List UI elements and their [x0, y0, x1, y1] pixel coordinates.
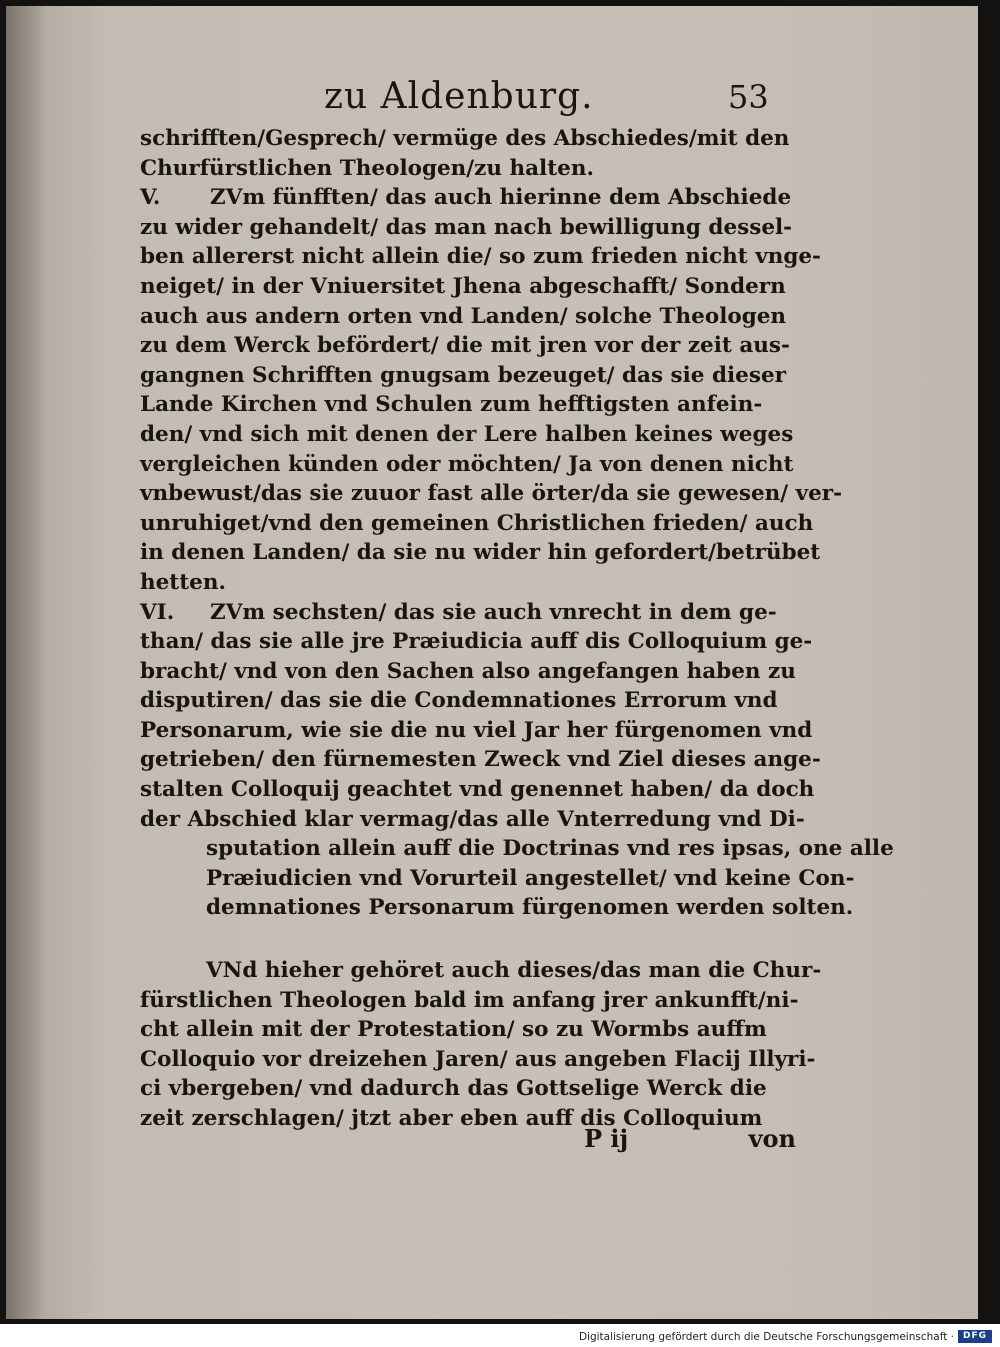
- text-line: [140, 361, 800, 391]
- line-text: stalten Colloquij geachtet vnd genennet haben/ da doch: [140, 777, 815, 803]
- section-number: V.: [140, 185, 161, 211]
- running-head: [6, 76, 978, 122]
- line-text: bracht/ vnd von den Sachen also angefangen haben zu: [140, 658, 796, 684]
- dfg-logo: DFG: [958, 1330, 992, 1343]
- catchword: von: [748, 1124, 796, 1153]
- text-line: [140, 1045, 816, 1075]
- line-text: zu dem Werck befördert/ die mit jren vor der zeit aus-: [140, 333, 790, 359]
- text-line: [140, 213, 800, 243]
- line-text: demnationes Personarum fürgenomen werden solten.: [206, 895, 854, 921]
- line-text: in denen Landen/ da sie nu wider hin gefordert/betrübet: [140, 540, 821, 566]
- text-line: [140, 686, 800, 716]
- text-line: [140, 598, 800, 628]
- line-text: gangnen Schrifften gnugsam bezeuget/ das sie dieser: [140, 362, 786, 388]
- paragraph-gap: [140, 923, 800, 956]
- funding-credit: Digitalisierung gefördert durch die Deutsche Forschungsgemeinschaft ·: [578, 1331, 954, 1343]
- line-text: VNd hieher gehöret auch dieses/das man die Chur-: [206, 958, 822, 984]
- text-line: [140, 893, 854, 923]
- text-line: [140, 538, 821, 568]
- text-line: [140, 124, 800, 154]
- text-line: [140, 805, 805, 835]
- text-line: [140, 272, 800, 302]
- text-line: [140, 1015, 800, 1045]
- line-text: hetten.: [140, 569, 226, 595]
- line-text: Personarum, wie sie die nu viel Jar her fürgenomen vnd: [140, 717, 813, 743]
- text-line: [140, 183, 800, 213]
- text-line: [140, 716, 813, 746]
- text-line: [140, 154, 800, 184]
- line-text: zeit zerschlagen/ jtzt aber eben auff dis Colloquium: [140, 1106, 763, 1131]
- line-text: vergleichen künden oder möchten/ Ja von denen nicht: [140, 451, 794, 477]
- line-text: unruhiget/vnd den gemeinen Christlichen frieden/ auch: [140, 510, 814, 536]
- line-text: der Abschied klar vermag/das alle Vnterredung vnd Di-: [140, 806, 805, 832]
- line-text: ben allererst nicht allein die/ so zum frieden nicht vnge-: [140, 244, 821, 270]
- line-text: auch aus andern orten vnd Landen/ solche Theologen: [140, 303, 787, 329]
- text-line: [140, 450, 800, 480]
- running-title: zu Aldenburg.: [324, 76, 594, 117]
- line-text: ci vbergeben/ vnd dadurch das Gottselige Werck die: [140, 1076, 767, 1102]
- text-line: [140, 745, 821, 775]
- text-line: [140, 986, 800, 1016]
- text-line: [140, 775, 815, 805]
- text-line: [140, 509, 814, 539]
- line-text: schrifften/Gesprech/ vermüge des Abschiedes/mit den: [140, 126, 790, 151]
- text-line: [140, 864, 855, 894]
- text-line: [140, 479, 843, 509]
- line-text: zu wider gehandelt/ das man nach bewilligung dessel-: [140, 214, 793, 240]
- signature-line: [584, 1124, 800, 1158]
- signature-mark: P ij: [584, 1124, 629, 1153]
- text-line: [140, 331, 800, 361]
- line-text: Præiudicien vnd Vorurteil angestellet/ vnd keine Con-: [206, 865, 855, 891]
- section-number: VI.: [140, 599, 175, 625]
- body-text: [140, 124, 894, 1134]
- text-line: [140, 242, 821, 272]
- text-line: [140, 302, 800, 332]
- line-text: getrieben/ den fürnemesten Zweck vnd Ziel dieses ange-: [140, 747, 821, 773]
- line-text: fürstlichen Theologen bald im anfang jrer ankunfft/ni-: [140, 987, 799, 1013]
- line-text: ZVm fünfften/ das auch hierinne dem Abschiede: [210, 185, 792, 211]
- line-text: vnbewust/das sie zuuor fast alle örter/da sie gewesen/ ver-: [140, 481, 843, 507]
- line-text: Lande Kirchen vnd Schulen zum hefftigsten anfein-: [140, 392, 763, 418]
- text-line: [140, 627, 813, 657]
- line-text: neiget/ in der Vniuersitet Jhena abgeschafft/ Sondern: [140, 273, 786, 299]
- line-text: disputiren/ das sie die Condemnationes Errorum vnd: [140, 688, 778, 714]
- line-text: Colloquio vor dreizehen Jaren/ aus angeben Flacij Illyri-: [140, 1046, 816, 1072]
- text-line: [140, 568, 800, 598]
- line-text: sputation allein auff die Doctrinas vnd res ipsas, one alle: [206, 836, 894, 862]
- line-text: ZVm sechsten/ das sie auch vnrecht in dem ge-: [210, 599, 777, 625]
- book-page: [6, 6, 978, 1319]
- page-number: 53: [728, 78, 769, 116]
- line-text: than/ das sie alle jre Præiudicia auff dis Colloquium ge-: [140, 629, 813, 655]
- text-line: [140, 834, 894, 864]
- digitization-footer: [0, 1327, 1000, 1347]
- line-text: Churfürstlichen Theologen/zu halten.: [140, 155, 594, 181]
- text-line: [140, 956, 822, 986]
- text-line: [140, 657, 800, 687]
- line-text: cht allein mit der Protestation/ so zu Wormbs auffm: [140, 1017, 767, 1043]
- text-line: [140, 1074, 800, 1104]
- text-line: [140, 420, 800, 450]
- line-text: den/ vnd sich mit denen der Lere halben keines weges: [140, 421, 794, 447]
- text-line: [140, 390, 800, 420]
